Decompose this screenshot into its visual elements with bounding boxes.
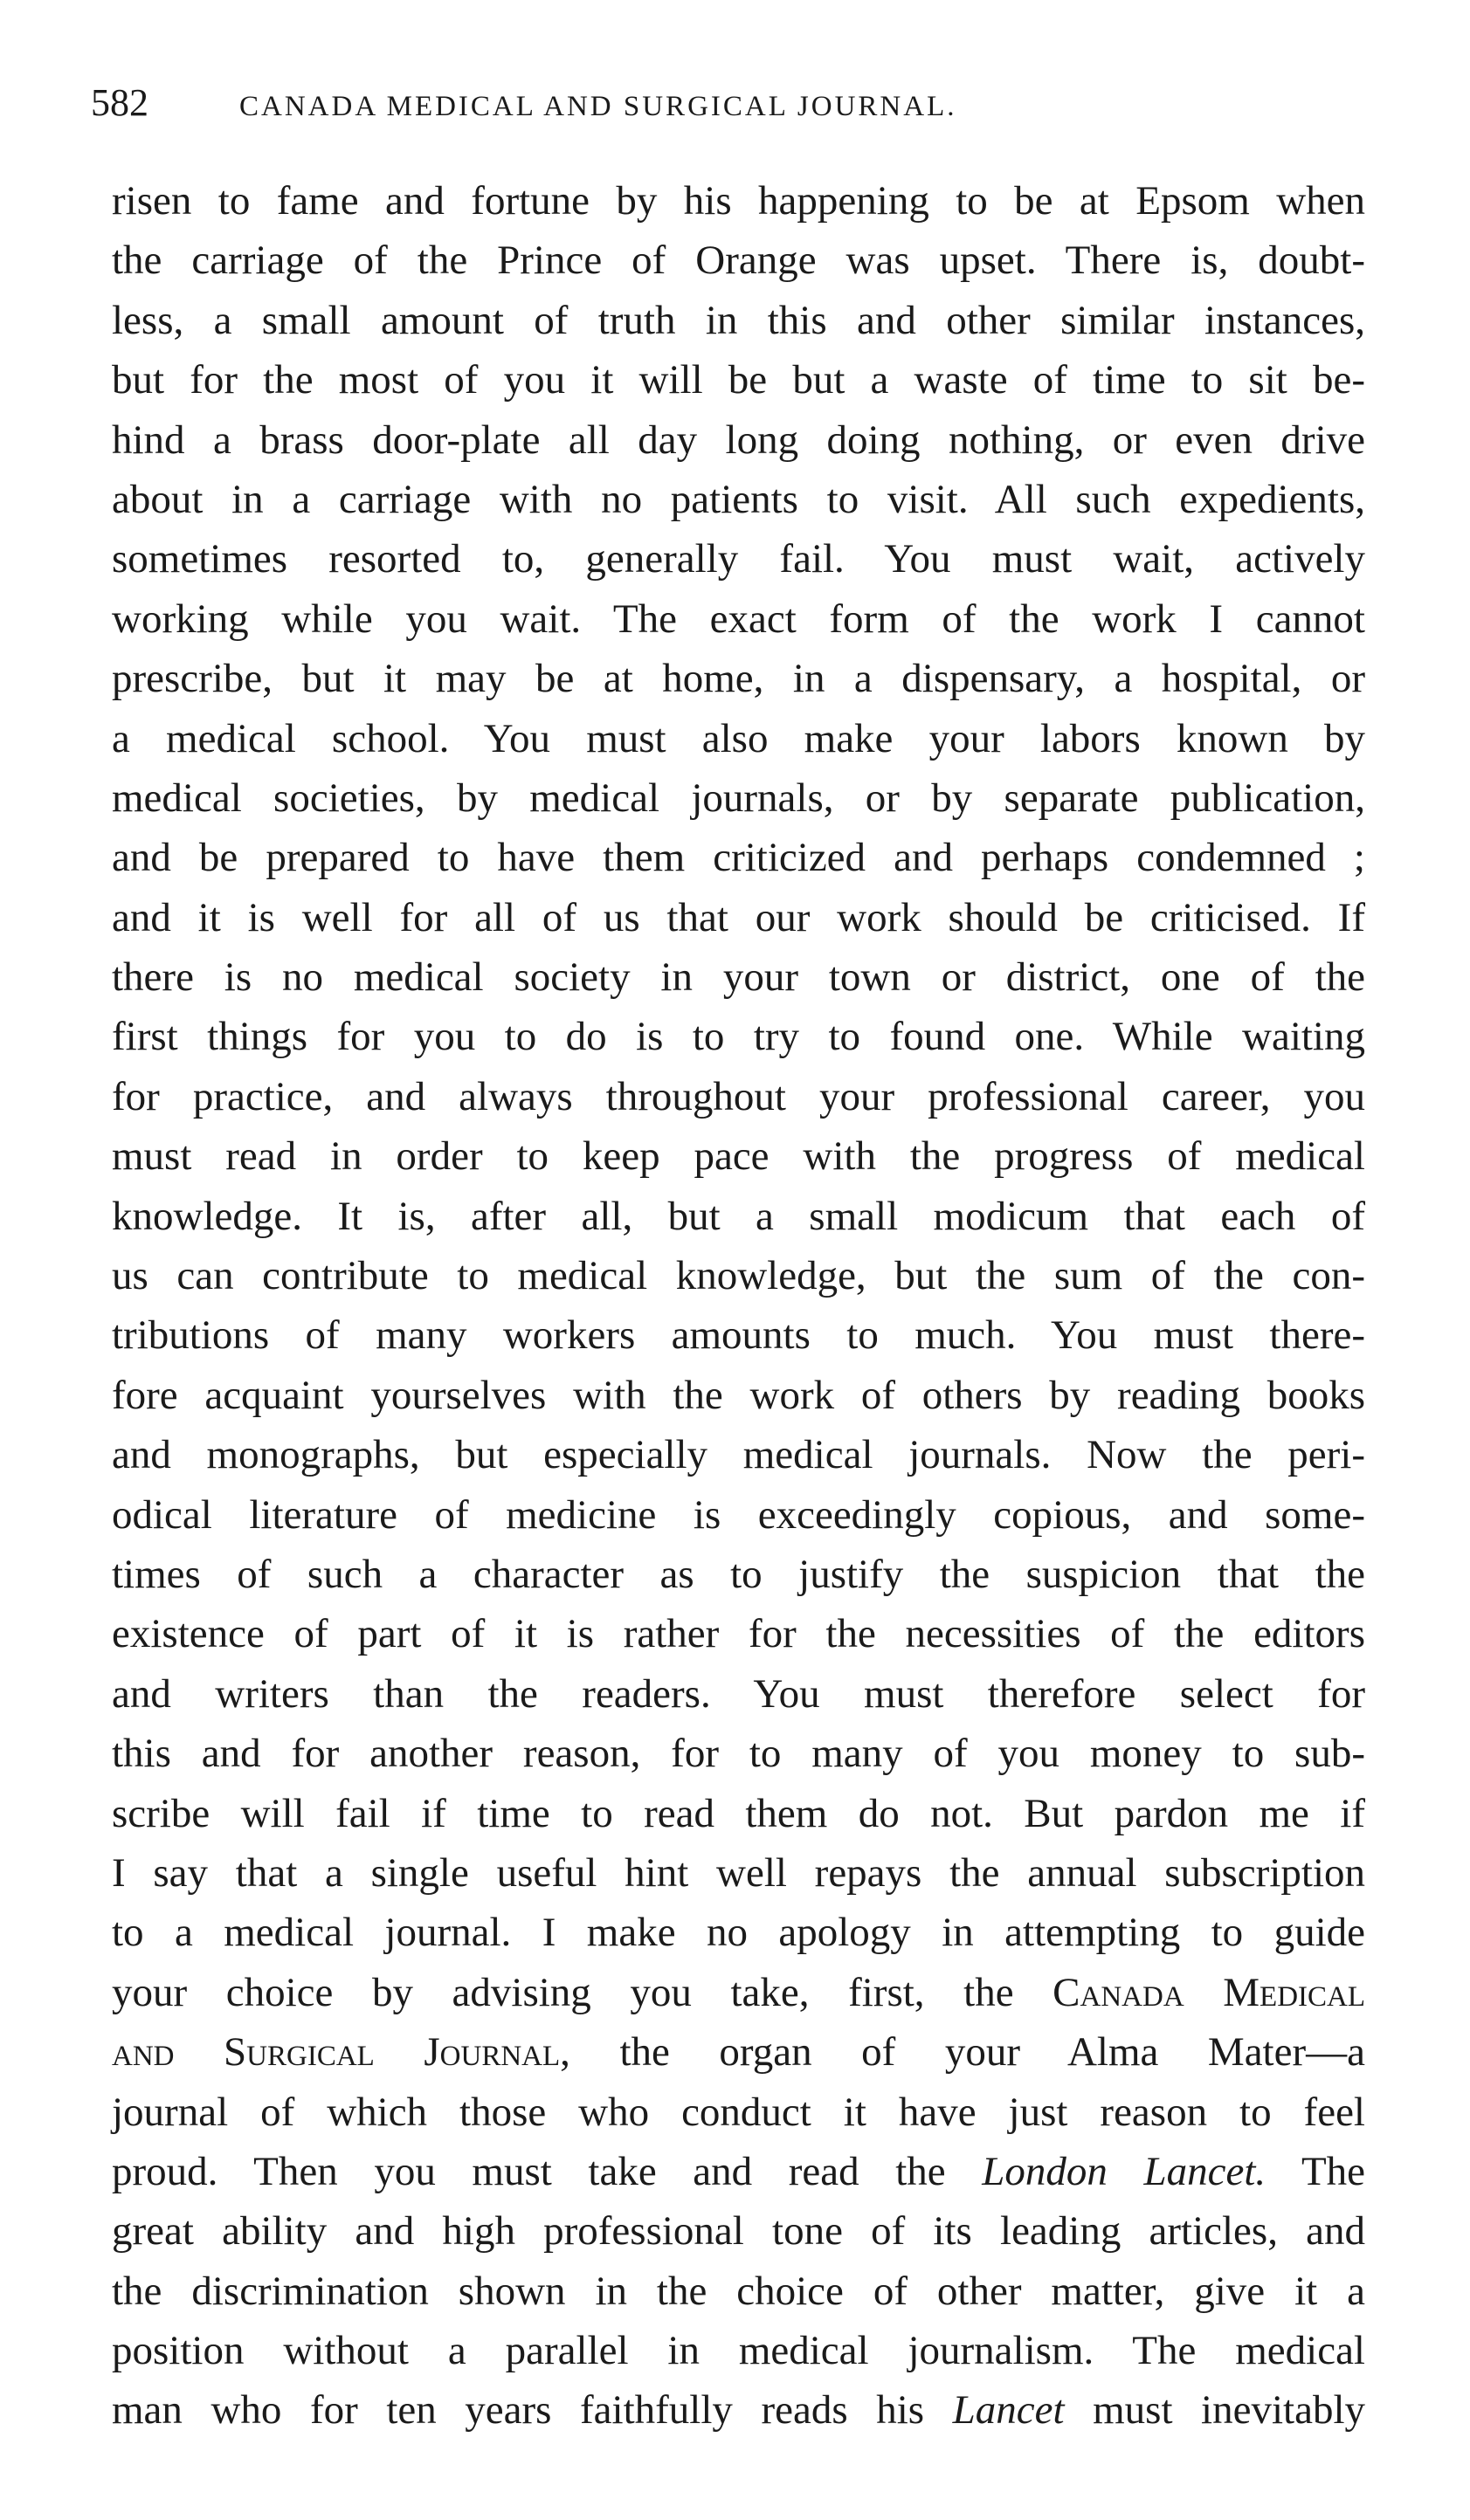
journal-name-continued: and Surgical Journal, xyxy=(112,2029,570,2076)
text-line: the carriage of the Prince of Orange was upset. There is, doubt- xyxy=(112,238,1365,284)
text-line xyxy=(112,2142,1365,2201)
text-line: must read in order to keep pace with the progress of medical xyxy=(112,1133,1365,1180)
text-line: a medical school. You must also make your labors known by xyxy=(112,715,1365,761)
text-line xyxy=(112,1963,1365,2022)
text-line: and monographs, but especially medical journals. Now the peri- xyxy=(112,1432,1365,1478)
text-line: position without a parallel in medical journalism. The medical xyxy=(112,2328,1365,2374)
text-line: sometimes resorted to, generally fail. You must wait, actively xyxy=(112,536,1365,582)
text-line: existence of part of it is rather for the necessities of the editors xyxy=(112,1611,1365,1657)
text-line xyxy=(112,2022,1365,2082)
text-segment: must inevitably xyxy=(1093,2387,1366,2434)
text-segment: your choice by advising you take, first, the xyxy=(112,1969,1014,2015)
text-line xyxy=(112,2380,1365,2440)
text-line: medical societies, by medical journals, or by separate publication, xyxy=(112,775,1365,821)
text-line: the discrimination shown in the choice of other matter, give it a xyxy=(112,2268,1365,2314)
text-line: working while you wait. The exact form of the work I cannot xyxy=(112,596,1365,642)
text-line: knowledge. It is, after all, but a small modicum that each of xyxy=(112,1193,1365,1239)
text-line: odical literature of medicine is exceedingly copious, and some- xyxy=(112,1491,1365,1538)
journal-name: Canada Medical xyxy=(1052,1969,1366,2015)
text-segment: The xyxy=(1301,2148,1366,2194)
journal-title: CANADA MEDICAL AND SURGICAL JOURNAL. xyxy=(239,91,957,122)
text-segment: proud. Then you must take and read the xyxy=(112,2148,946,2194)
text-line: I say that a single useful hint well repays the annual subscription xyxy=(112,1849,1365,1896)
text-line: risen to fame and fortune by his happening to be at Epsom when xyxy=(112,178,1365,224)
text-segment: man who for ten years faithfully reads his xyxy=(112,2387,925,2434)
text-line: scribe will fail if time to read them do not. But pardon me if xyxy=(112,1790,1365,1836)
page-number: 582 xyxy=(91,81,148,124)
body-text xyxy=(112,171,1365,2441)
text-line: to a medical journal. I make no apology in attempting to guide xyxy=(112,1910,1365,1956)
text-line: us can contribute to medical knowledge, but the sum of the con- xyxy=(112,1253,1365,1299)
text-line: for practice, and always throughout your professional career, you xyxy=(112,1073,1365,1119)
running-head xyxy=(91,80,1375,133)
text-line: and be prepared to have them criticized and perhaps condemned ; xyxy=(112,835,1365,881)
text-line: times of such a character as to justify the suspicion that the xyxy=(112,1551,1365,1597)
text-line: hind a brass door-plate all day long doing nothing, or even drive xyxy=(112,417,1365,463)
text-line: but for the most of you it will be but a waste of time to sit be- xyxy=(112,357,1365,403)
text-segment: the organ of your Alma Mater—a xyxy=(619,2029,1365,2076)
text-line: and it is well for all of us that our work should be criticised. If xyxy=(112,894,1365,940)
text-line: tributions of many workers amounts to much. You must there- xyxy=(112,1312,1365,1359)
text-line: about in a carriage with no patients to visit. All such expedients, xyxy=(112,476,1365,522)
text-line: journal of which those who conduct it have just reason to feel xyxy=(112,2089,1365,2135)
text-line: fore acquaint yourselves with the work of others by reading books xyxy=(112,1372,1365,1418)
text-line: first things for you to do is to try to found one. While waiting xyxy=(112,1014,1365,1060)
lancet-title: London Lancet. xyxy=(982,2148,1266,2194)
text-line: less, a small amount of truth in this and other similar instances, xyxy=(112,297,1365,343)
text-line: this and for another reason, for to many of you money to sub- xyxy=(112,1731,1365,1777)
lancet-title-short: Lancet xyxy=(952,2387,1065,2434)
text-line: great ability and high professional tone of its leading articles, and xyxy=(112,2208,1365,2255)
text-line: and writers than the readers. You must therefore select for xyxy=(112,1670,1365,1717)
text-line: there is no medical society in your town or district, one of the xyxy=(112,954,1365,1001)
text-line: prescribe, but it may be at home, in a dispensary, a hospital, or xyxy=(112,656,1365,702)
